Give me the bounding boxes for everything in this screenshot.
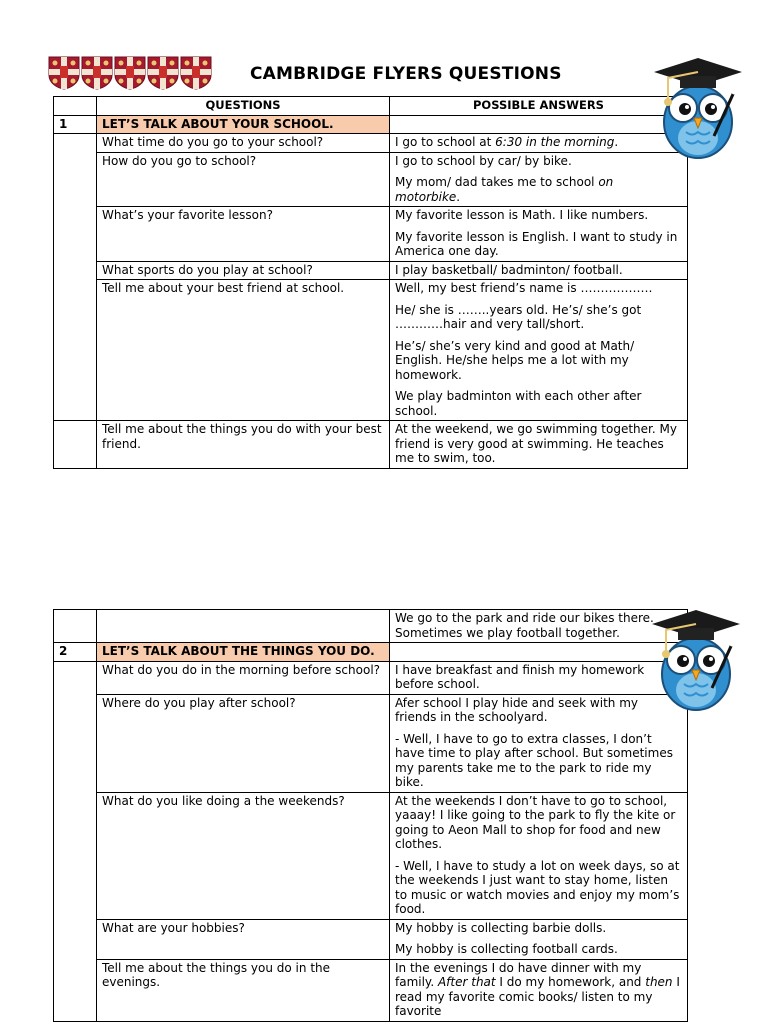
table-row — [54, 661, 688, 694]
question-cell: What time do you go to your school? — [97, 134, 390, 153]
answer-text-part: In the evenings I do have dinner with my family. — [395, 960, 642, 989]
answer-emphasis: After that — [437, 975, 496, 989]
number-header-cell — [54, 97, 97, 116]
question-cell: What are your hobbies? — [97, 919, 390, 959]
answer-text-part: . — [614, 135, 619, 149]
answer-text: At the weekend, we go swimming together. My friend is very good at swimming. He teaches me to swim, too. — [395, 422, 677, 465]
number-cell — [54, 610, 97, 643]
section-title: LET’S TALK ABOUT YOUR SCHOOL. — [97, 115, 390, 134]
answer-text: He/ she is ……..years old. He’s/ she’s got …………hair and very tall/short. — [395, 302, 642, 331]
answer-text-part: I do my homework, and — [495, 975, 646, 989]
answer-cell — [390, 792, 688, 919]
answer-cell — [390, 280, 688, 421]
answer-cell — [390, 261, 688, 280]
question-cell — [97, 610, 390, 643]
answer-cell — [390, 134, 688, 153]
question-cell: How do you go to school? — [97, 152, 390, 207]
university-crest-icon — [180, 56, 212, 90]
empty-cell — [390, 643, 688, 662]
table-row — [54, 610, 688, 643]
answer-cell — [390, 694, 688, 792]
table-row — [54, 421, 688, 469]
answer-text-part: . — [456, 189, 461, 204]
answer-emphasis: then — [645, 975, 673, 989]
question-cell: What do you like doing a the weekends? — [97, 792, 390, 919]
answer-text-part: My mom/ dad takes me to school — [395, 175, 599, 189]
question-cell: Tell me about the things you do with your best friend. — [97, 421, 390, 469]
answer-text: My favorite lesson is English. I want to study in America one day. — [395, 229, 678, 258]
answer-cell — [390, 959, 688, 1021]
table-row — [54, 280, 688, 421]
question-cell: What’s your favorite lesson? — [97, 207, 390, 262]
answer-text — [395, 961, 682, 1019]
graduate-owl-icon — [648, 604, 744, 712]
answer-text-part: I read my favorite comic books/ listen to my favorite — [395, 975, 680, 1018]
table-row — [54, 959, 688, 1021]
answer-text: I have breakfast and finish my homework before school. — [395, 662, 645, 691]
answer-cell — [390, 610, 688, 643]
answer-text: We play badminton with each other after school. — [395, 389, 642, 418]
answer-cell — [390, 207, 688, 262]
answer-cell — [390, 152, 688, 207]
table-row — [54, 134, 688, 153]
answer-text: He’s/ she’s very kind and good at Math/ English. He/she helps me a lot with my homework. — [395, 338, 635, 382]
question-cell: Tell me about the things you do in the evenings. — [97, 959, 390, 1021]
table-header-row — [54, 97, 688, 116]
section-number: 1 — [54, 115, 97, 134]
answer-text-part: I go to school at — [395, 135, 496, 149]
university-crest-icon — [81, 56, 113, 90]
university-crest-icon — [147, 56, 179, 90]
answer-text — [395, 175, 682, 204]
answer-cell — [390, 919, 688, 959]
question-cell: Tell me about your best friend at school. — [97, 280, 390, 421]
question-cell: What do you do in the morning before school? — [97, 661, 390, 694]
answer-cell — [390, 421, 688, 469]
answer-text — [395, 135, 682, 150]
graduate-owl-icon — [650, 52, 746, 160]
answer-text: We go to the park and ride our bikes there. Sometimes we play football together. — [395, 611, 654, 640]
table-row — [54, 152, 688, 207]
questions-table-2 — [53, 609, 688, 1022]
questions-table-1 — [53, 96, 688, 469]
section-row — [54, 115, 688, 134]
section-row — [54, 643, 688, 662]
question-cell: Where do you play after school? — [97, 694, 390, 792]
university-crest-icon — [114, 56, 146, 90]
answer-text: Afer school I play hide and seek with my friends in the schoolyard. — [395, 695, 638, 724]
answer-text: My favorite lesson is Math. I like numbers. — [395, 208, 649, 222]
number-cell — [54, 661, 97, 1021]
answer-cell — [390, 661, 688, 694]
answer-text: - Well, I have to go to extra classes, I don’t have time to play after school. But sometimes my parents take me to the park to ride my bike. — [395, 731, 673, 789]
answer-text: I play basketball/ badminton/ football. — [395, 262, 623, 277]
questions-header: QUESTIONS — [97, 97, 390, 116]
answer-emphasis: 6:30 in the morning — [495, 135, 615, 149]
answer-text: Well, my best friend’s name is ……………… — [395, 281, 653, 295]
answer-text: My hobby is collecting barbie dolls. — [395, 920, 607, 935]
table-row — [54, 207, 688, 262]
number-cell — [54, 134, 97, 421]
answer-text: I go to school by car/ by bike. — [395, 153, 572, 168]
number-cell — [54, 421, 97, 469]
answer-text: - Well, I have to study a lot on week days, so at the weekends I just want to stay home, listen to music or watch movies and enjoy my mom’s food. — [395, 858, 680, 916]
table-row — [54, 261, 688, 280]
page-title: CAMBRIDGE FLYERS QUESTIONS — [250, 64, 562, 84]
question-cell: What sports do you play at school? — [97, 261, 390, 280]
section-title: LET’S TALK ABOUT THE THINGS YOU DO. — [97, 643, 390, 662]
table-row — [54, 792, 688, 919]
university-crest-icon — [48, 56, 80, 90]
section-number: 2 — [54, 643, 97, 662]
crest-row — [48, 56, 212, 90]
answer-text: My hobby is collecting football cards. — [395, 942, 618, 956]
answer-text: At the weekends I don’t have to go to school, yaaay! I like going to the park to fly the kite or going to Aeon Mall to shop for food and new clothes. — [395, 793, 676, 851]
table-row — [54, 919, 688, 959]
answers-header: POSSIBLE ANSWERS — [390, 97, 688, 116]
answer-emphasis: on motorbike — [395, 175, 614, 204]
empty-cell — [390, 115, 688, 134]
table-row — [54, 694, 688, 792]
